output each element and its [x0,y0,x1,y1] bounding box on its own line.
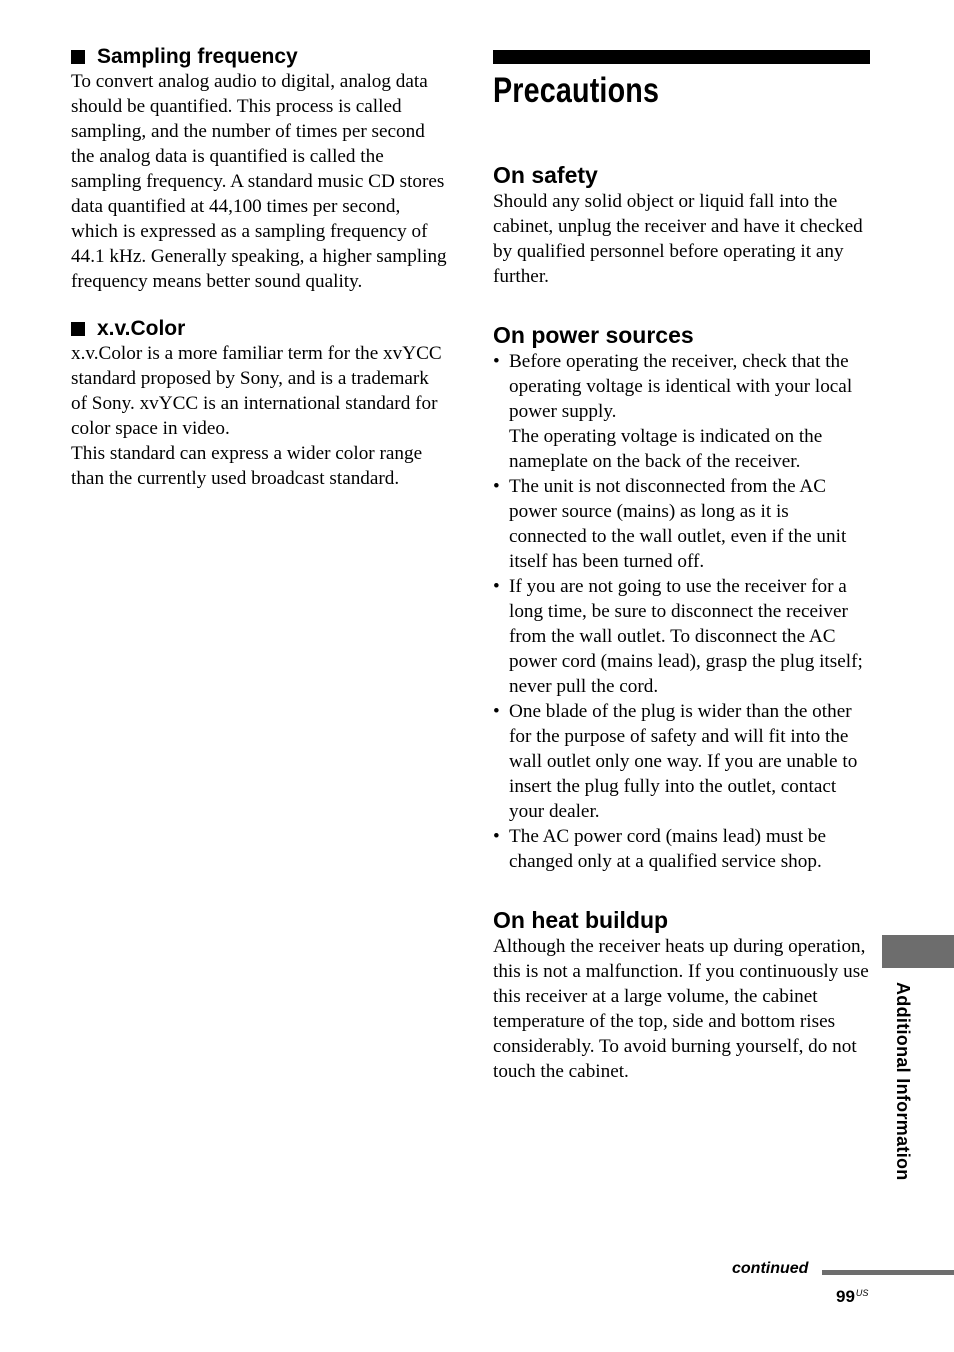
xvcolor-heading-text: x.v.Color [97,317,186,340]
continued-rule [822,1270,954,1275]
square-bullet-icon [71,322,85,336]
power-heading: On power sources [493,322,694,348]
left-column [71,44,449,491]
side-section-label: Additional Information [893,982,913,1181]
list-item [493,699,871,824]
heat-heading: On heat buildup [493,907,669,933]
safety-section [493,162,871,289]
title-rule [493,50,870,64]
xvcolor-heading [71,316,449,341]
xvcolor-section [71,316,449,491]
power-section [493,322,871,874]
list-item [493,574,871,699]
power-item-5-text: The AC power cord (mains lead) must be changed only at a qualified service shop. [509,826,827,872]
square-bullet-icon [71,50,85,64]
list-item [493,824,871,874]
power-item-1-text: Before operating the receiver, check that the operating voltage is identical with your local power supply. [509,351,853,422]
power-item-1-extra: The operating voltage is indicated on the nameplate on the back of the receiver. [509,426,823,472]
sampling-frequency-heading-text: Sampling frequency [97,45,298,68]
page-number [836,1282,868,1308]
list-item [493,474,871,574]
list-item [493,349,871,474]
sampling-frequency-section [71,44,449,294]
safety-heading: On safety [493,162,598,188]
power-item-4-text: One blade of the plug is wider than the other for the purpose of safety and will fit into the wall outlet only one way. If you are unable to insert the plug fully into the outlet, contact your dealer. [509,701,858,822]
continued-label: continued [732,1260,809,1277]
page-number-value: 99 [836,1287,855,1306]
sampling-frequency-heading [71,44,449,69]
power-item-3-text: If you are not going to use the receiver for a long time, be sure to disconnect the receiver from the wall outlet. To disconnect the AC power cord (mains lead), grasp the plug itself; never pull the cord. [509,576,863,697]
heat-body: Although the receiver heats up during operation, this is not a malfunction. If you continuously use this receiver at a large volume, the cabinet temperature of the top, side and bottom rises considerably. To avoid burning yourself, do not touch the cabinet. [493,936,869,1082]
heat-section [493,907,871,1084]
section-tab-marker [882,935,954,968]
power-item-2-text: The unit is not disconnected from the AC power source (mains) as long as it is connected to the wall outlet, even if the unit itself has been turned off. [509,476,847,572]
xvcolor-body-1: x.v.Color is a more familiar term for the xvYCC standard proposed by Sony, and is a trademark of Sony. xvYCC is an international standard for color space in video. [71,343,442,439]
right-column [493,50,871,1084]
sampling-frequency-body: To convert analog audio to digital, analog data should be quantified. This process is called sampling, and the number of times per second the analog data is quantified is called the sampling frequency. A standard music CD stores data quantified at 44,100 times per second, which is expressed as a sampling frequency of 44.1 kHz. Generally speaking, a higher sampling frequency means better sound quality. [71,71,447,292]
xvcolor-body-2: This standard can express a wider color range than the currently used broadcast standard. [71,443,423,489]
page-number-suffix: US [855,1288,869,1298]
page-title: Precautions [493,71,660,110]
safety-body: Should any solid object or liquid fall into the cabinet, unplug the receiver and have it checked by qualified personnel before operating it any further. [493,191,863,287]
power-list [493,349,871,874]
